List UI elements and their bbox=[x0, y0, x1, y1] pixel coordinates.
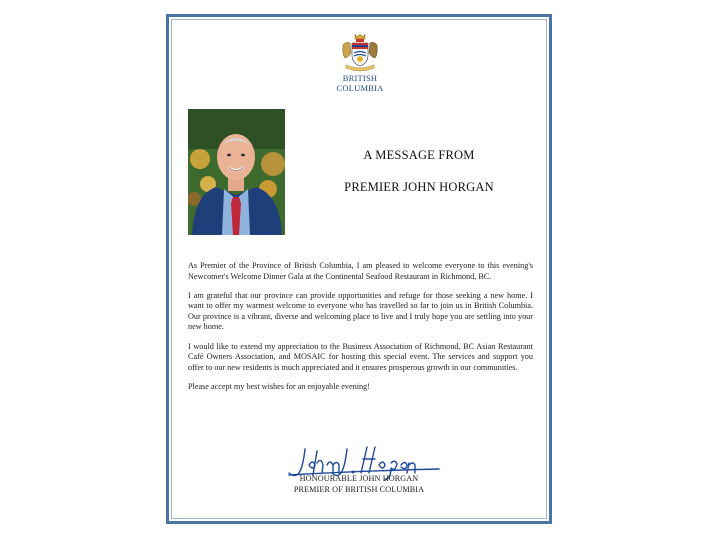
province-name-line1: BRITISH bbox=[342, 73, 378, 83]
premier-portrait-photo bbox=[188, 109, 285, 235]
heading-line1: A MESSAGE FROM bbox=[363, 148, 475, 162]
signatory-name: HONOURABLE JOHN HORGAN bbox=[299, 474, 419, 483]
bc-coat-of-arms-icon bbox=[340, 31, 380, 73]
body-paragraph: Please accept my best wishes for an enjoyable evening! bbox=[188, 381, 370, 391]
body-paragraph: I would like to extend my appreciation to the Business Association of Richmond, BC Asian Restaurant Café Owners Association, and MOSAIC for hosting this special event. The services and support you offer to our new residents is much appreciated and it ensures prosperous growth in our communities. bbox=[188, 341, 533, 372]
letterhead bbox=[333, 31, 387, 93]
province-name-line2: COLUMBIA bbox=[336, 83, 384, 93]
heading-line2: PREMIER JOHN HORGAN bbox=[344, 180, 494, 194]
portrait-illustration bbox=[188, 109, 285, 235]
letter-body bbox=[188, 261, 533, 401]
body-paragraph: As Premier of the Province of British Columbia, I am pleased to welcome everyone to this evening's Newcomer's Welcome Dinner Gala at the Continental Seafood Restaurant in Richmond, BC. bbox=[188, 261, 533, 281]
signatory-title: PREMIER OF BRITISH COLUMBIA bbox=[293, 485, 425, 494]
body-paragraph: I am grateful that our province can provide opportunities and refuge for those seeking a new home. I want to offer my warmest welcome to everyone who has travelled so far to join us in British Columbia. Our province is a vibrant, diverse and welcoming place to live and I truly hope you are settling into your new home. bbox=[188, 290, 533, 332]
letter-page bbox=[166, 14, 552, 524]
